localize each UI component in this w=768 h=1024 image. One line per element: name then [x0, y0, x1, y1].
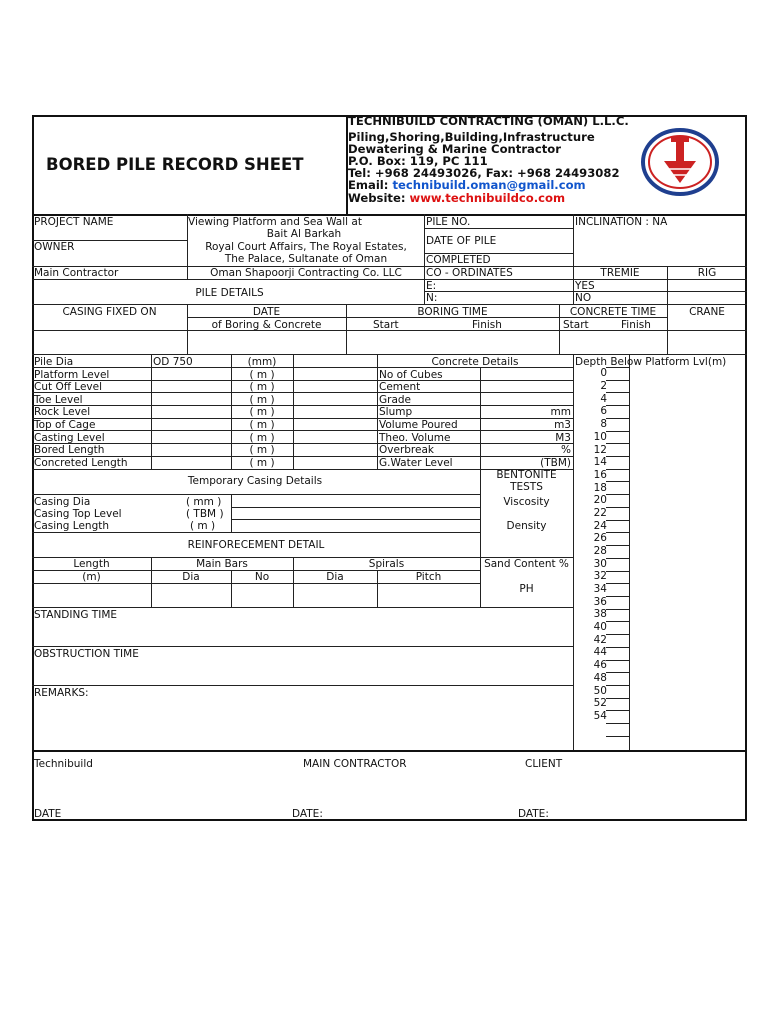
depth-tick-line: [606, 672, 629, 673]
casing-fixed-on-label: CASING FIXED ON: [62, 306, 157, 318]
bentonite-header-1: BENTONITE: [496, 469, 557, 481]
reinf-length-label: Length: [73, 558, 110, 570]
depth-tick-line: [606, 609, 629, 610]
temporary-casing-header: Temporary Casing Details: [187, 475, 323, 487]
concrete-start-label: Start: [563, 319, 589, 331]
concrete-row-unit: (TBM): [540, 457, 571, 469]
depth-tick-line: [606, 634, 629, 635]
depth-tick-line: [606, 456, 629, 457]
crane-label: CRANE: [689, 306, 725, 318]
casing-row-unit: ( mm ): [186, 496, 222, 508]
email-label: Email:: [348, 178, 389, 192]
project-name-line2: Bait Al Barkah: [266, 228, 342, 240]
concrete-time-label: CONCRETE TIME: [569, 306, 657, 318]
depth-tick-line: [606, 621, 629, 622]
standing-time-label: STANDING TIME: [34, 609, 118, 621]
date-label: DATE: [252, 306, 281, 318]
depth-value: 8: [600, 418, 607, 430]
pile-row-label: Toe Level: [34, 394, 83, 406]
casing-row-label: Casing Dia: [34, 496, 91, 508]
inclination-label: INCLINATION : NA: [575, 216, 668, 228]
main-contractor-value: Oman Shapoorji Contracting Co. LLC: [210, 267, 402, 279]
project-name-line1: Viewing Platform and Sea Wall at: [188, 216, 362, 228]
depth-tick-line: [606, 380, 629, 381]
depth-value: 26: [593, 532, 607, 544]
sheet-title: BORED PILE RECORD SHEET: [46, 155, 304, 174]
coord-e-label: E:: [426, 280, 437, 292]
pile-no-label: PILE NO.: [426, 216, 471, 228]
owner-label: OWNER: [34, 241, 75, 253]
pile-row-value: OD 750: [153, 356, 193, 368]
depth-tick-line: [606, 571, 629, 572]
main-contractor-label: Main Contractor: [34, 267, 119, 279]
sign-main-contractor-label: MAIN CONTRACTOR: [303, 758, 407, 770]
depth-tick-line: [606, 520, 629, 521]
concrete-row-label: G.Water Level: [379, 457, 453, 469]
depth-value: 40: [593, 621, 607, 633]
density-label: Density: [506, 520, 547, 532]
depth-tick-line: [606, 647, 629, 648]
depth-value: 52: [593, 697, 607, 709]
coord-n-label: N:: [426, 292, 438, 304]
sand-content-label: Sand Content %: [484, 558, 569, 570]
depth-tick-line: [606, 698, 629, 699]
owner-line1: Royal Court Affairs, The Royal Estates,: [205, 241, 407, 253]
pile-row-unit: ( m ): [249, 394, 275, 406]
reinf-main-no-label: No: [254, 571, 270, 583]
depth-tick-line: [606, 494, 629, 495]
concrete-row-unit: mm: [550, 406, 571, 418]
depth-tick-line: [606, 660, 629, 661]
depth-value: 54: [593, 710, 607, 722]
casing-row-unit: ( m ): [190, 520, 216, 532]
reinf-length-unit: (m): [82, 571, 101, 583]
concrete-row-unit: %: [561, 444, 571, 456]
pile-row-label: Platform Level: [34, 369, 110, 381]
completed-label: COMPLETED: [426, 254, 491, 266]
depth-value: 32: [593, 570, 607, 582]
pile-row-label: Bored Length: [34, 444, 105, 456]
concrete-row-label: Theo. Volume: [379, 432, 451, 444]
pile-row-label: Top of Cage: [34, 419, 96, 431]
reinf-main-dia-label: Dia: [182, 571, 200, 583]
sign-date-1: DATE: [34, 808, 62, 820]
depth-tick-line: [606, 405, 629, 406]
boring-finish-label: Finish: [472, 319, 502, 331]
company-po-box: P.O. Box: 119, PC 111: [348, 154, 488, 168]
pile-row-label: Cut Off Level: [34, 381, 102, 393]
depth-tick-line: [606, 367, 629, 368]
depth-tick-line: [606, 723, 629, 724]
tremie-label: TREMIE: [600, 267, 640, 279]
casing-row-label: Casing Top Level: [34, 508, 122, 520]
sign-date-3: DATE:: [518, 808, 549, 820]
depth-value: 4: [600, 393, 607, 405]
depth-value: 48: [593, 672, 607, 684]
reinforcement-header: REINFORECEMENT DETAIL: [187, 539, 325, 551]
depth-tick-line: [606, 469, 629, 470]
depth-value: 36: [593, 596, 607, 608]
pile-details-label: PILE DETAILS: [195, 287, 264, 299]
depth-tick-line: [606, 685, 629, 686]
ph-label: PH: [519, 583, 534, 595]
pile-row-unit: ( m ): [249, 432, 275, 444]
pile-row-unit: ( m ): [249, 419, 275, 431]
pile-row-unit: ( m ): [249, 369, 275, 381]
depth-value: 38: [593, 608, 607, 620]
depth-value: 44: [593, 646, 607, 658]
depth-tick-line: [606, 532, 629, 533]
pile-row-unit: ( m ): [249, 457, 275, 469]
concrete-row-label: Overbreak: [379, 444, 434, 456]
remarks-label: REMARKS:: [34, 687, 89, 699]
concrete-details-header: Concrete Details: [431, 356, 519, 368]
depth-tick-line: [606, 392, 629, 393]
depth-value: 22: [593, 507, 607, 519]
company-tel-fax: Tel: +968 24493026, Fax: +968 24493082: [348, 166, 620, 180]
date-of-pile-label: DATE OF PILE: [426, 235, 497, 247]
pile-row-unit: (mm): [247, 356, 277, 368]
depth-value: 18: [593, 482, 607, 494]
depth-tick-line: [606, 583, 629, 584]
concrete-finish-label: Finish: [621, 319, 651, 331]
company-services-1: Piling,Shoring,Building,Infrastructure: [348, 130, 595, 144]
depth-tick-line: [606, 481, 629, 482]
company-services-2: Dewatering & Marine Contractor: [348, 142, 561, 156]
depth-value: 34: [593, 583, 607, 595]
depth-value: 0: [600, 367, 607, 379]
concrete-row-unit: M3: [555, 432, 571, 444]
depth-value: 42: [593, 634, 607, 646]
depth-value: 20: [593, 494, 607, 506]
depth-tick-line: [606, 431, 629, 432]
concrete-row-label: No of Cubes: [379, 369, 443, 381]
depth-tick-line: [606, 596, 629, 597]
reinf-spiral-dia-label: Dia: [326, 571, 344, 583]
tremie-yes-label: YES: [575, 280, 595, 292]
website-label: Website:: [348, 191, 406, 205]
concrete-row-label: Slump: [379, 406, 413, 418]
reinf-main-bars-label: Main Bars: [196, 558, 248, 570]
casing-row-unit: ( TBM ): [186, 508, 224, 520]
pile-row-label: Casting Level: [34, 432, 105, 444]
depth-tick-line: [606, 443, 629, 444]
depth-value: 12: [593, 444, 607, 456]
pile-row-label: Concreted Length: [34, 457, 128, 469]
depth-value: 6: [600, 405, 607, 417]
sign-client-label: CLIENT: [525, 758, 563, 770]
owner-line2: The Palace, Sultanate of Oman: [224, 253, 388, 265]
concrete-row-label: Cement: [379, 381, 421, 393]
depth-value: 28: [593, 545, 607, 557]
sign-date-2: DATE:: [292, 808, 323, 820]
project-name-label: PROJECT NAME: [34, 216, 114, 228]
concrete-row-unit: m3: [554, 419, 571, 431]
tremie-no-label: NO: [575, 292, 592, 304]
sign-technibuild-label: Technibuild: [34, 758, 93, 770]
casing-row-label: Casing Length: [34, 520, 110, 532]
pile-row-unit: ( m ): [249, 406, 275, 418]
company-name: TECHNIBUILD CONTRACTING (OMAN) L.L.C.: [348, 114, 629, 128]
depth-value: 24: [593, 520, 607, 532]
reinf-spiral-pitch-label: Pitch: [415, 571, 442, 583]
date-sub-label: of Boring & Concrete: [211, 319, 322, 331]
reinf-spirals-label: Spirals: [368, 558, 405, 570]
bentonite-header-2: TESTS: [510, 481, 543, 493]
depth-value: 16: [593, 469, 607, 481]
pile-row-label: Pile Dia: [34, 356, 74, 368]
obstruction-time-label: OBSTRUCTION TIME: [34, 648, 139, 660]
depth-value: 14: [593, 456, 607, 468]
rig-label: RIG: [697, 267, 717, 279]
depth-value: 10: [593, 431, 607, 443]
website-link[interactable]: www.technibuildco.com: [409, 191, 566, 205]
email-link[interactable]: technibuild.oman@gmail.com: [392, 178, 586, 192]
depth-header: Depth Below Platform Lvl(m): [575, 356, 727, 368]
depth-tick-line: [606, 507, 629, 508]
viscosity-label: Viscosity: [503, 496, 550, 508]
depth-tick-line: [606, 558, 629, 559]
depth-tick-line: [606, 736, 629, 737]
boring-start-label: Start: [373, 319, 399, 331]
depth-tick-line: [606, 710, 629, 711]
depth-value: 30: [593, 558, 607, 570]
pile-row-unit: ( m ): [249, 444, 275, 456]
depth-tick-line: [606, 545, 629, 546]
depth-value: 46: [593, 659, 607, 671]
depth-value: 50: [593, 685, 607, 697]
depth-tick-line: [606, 418, 629, 419]
boring-time-label: BORING TIME: [417, 306, 488, 318]
pile-row-unit: ( m ): [249, 381, 275, 393]
coordinates-label: CO - ORDINATES: [426, 267, 513, 279]
pile-row-label: Rock Level: [34, 406, 91, 418]
concrete-row-label: Volume Poured: [379, 419, 458, 431]
concrete-row-label: Grade: [379, 394, 412, 406]
depth-value: 2: [600, 380, 607, 392]
